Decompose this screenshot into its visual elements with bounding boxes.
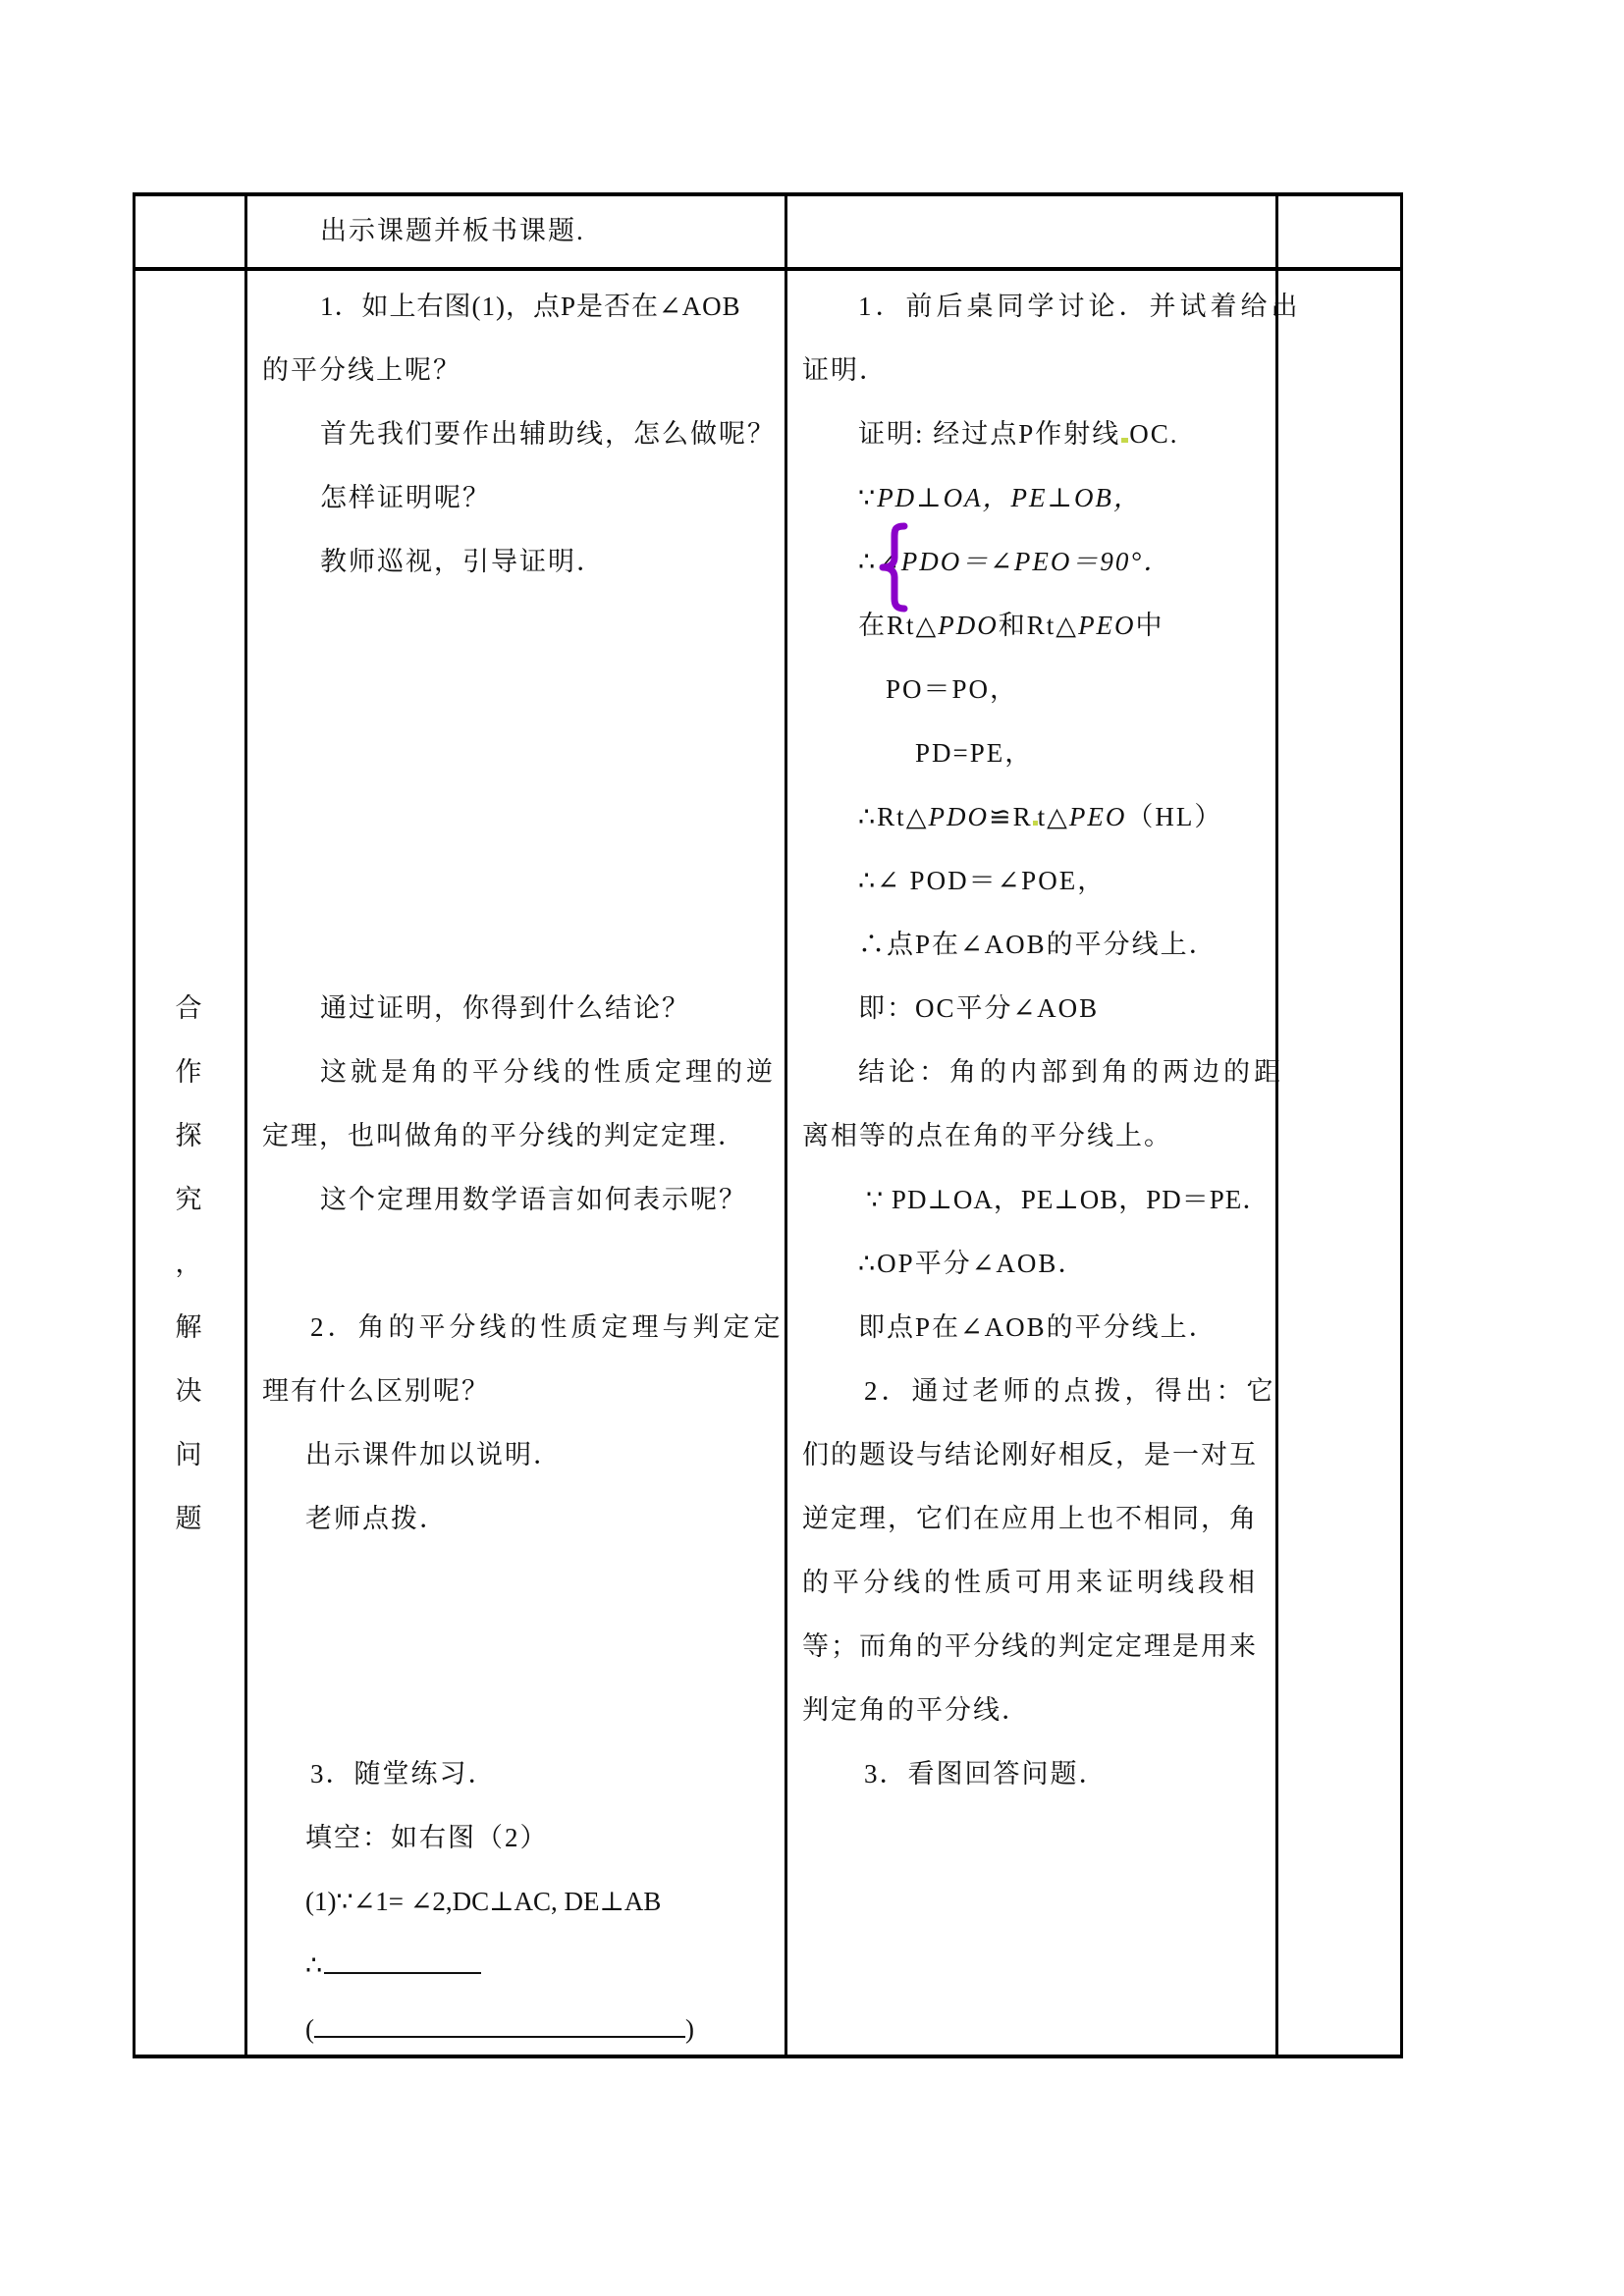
therefore-symbol: ∴ <box>858 547 878 576</box>
proof-intro: 证明: 经过点P作射线 <box>858 419 1121 449</box>
student-line: 们的题设与结论刚好相反，是一对互 <box>802 1440 1258 1469</box>
student-line: 离相等的点在角的平分线上。 <box>802 1121 1172 1150</box>
teacher-line: (1)∵∠1= ∠2,DC⊥AC, DE⊥AB <box>305 1887 662 1916</box>
teacher-line: 出示课件加以说明． <box>305 1440 562 1469</box>
triangle-peo: PEO <box>1078 611 1136 640</box>
teacher-line: 3．随堂练习． <box>310 1759 497 1789</box>
student-line <box>858 417 1179 451</box>
student-line: PO＝PO， <box>886 674 1019 704</box>
student-line: 3．看图回答问题． <box>864 1759 1108 1789</box>
student-line: ∵ PD⊥OA，PE⊥OB，PD＝PE． <box>866 1185 1271 1214</box>
student-line: 的平分线的性质可用来证明线段相 <box>802 1568 1259 1597</box>
teacher-line: 填空：如右图（2） <box>305 1823 549 1852</box>
teacher-line: 的平分线上呢？ <box>262 355 461 385</box>
student-line: ∴OP平分∠AOB． <box>858 1249 1087 1278</box>
student-line: ∴点P在∠AOB的平分线上． <box>858 930 1218 959</box>
triangle-pdo: PDO <box>938 611 999 640</box>
teacher-line: 怎样证明呢？ <box>320 483 491 512</box>
column-divider-1 <box>244 192 247 2058</box>
close-paren: ) <box>685 2014 694 2044</box>
student-line: PD=PE， <box>915 738 1034 768</box>
curly-brace-annotation <box>877 522 910 613</box>
table-top-border <box>133 192 1403 196</box>
student-line <box>858 481 1142 514</box>
teacher-line: 首先我们要作出辅助线，怎么做呢？ <box>320 419 776 449</box>
angle-statement: ∠PDO＝∠PEO＝90°． <box>877 547 1172 576</box>
exercise-reason-line <box>305 2012 694 2046</box>
teacher-line: 这就是角的平分线的性质定理的逆 <box>320 1057 777 1087</box>
text-segment: 和Rt△ <box>998 611 1079 640</box>
section-label-char: ， <box>175 1249 202 1278</box>
student-line: 即点P在∠AOB的平分线上． <box>858 1312 1218 1342</box>
student-line <box>858 609 1164 642</box>
open-paren: ( <box>305 2014 314 2044</box>
column-divider-2 <box>785 192 787 2058</box>
triangle-peo: PEO <box>1068 802 1127 831</box>
table-right-border <box>1400 192 1403 2058</box>
reason-blank[interactable] <box>314 2036 685 2038</box>
column-divider-3 <box>1275 192 1278 2058</box>
teacher-line: 教师巡视，引导证明． <box>320 547 605 576</box>
student-line: 结论：角的内部到角的两边的距 <box>858 1057 1284 1087</box>
student-line <box>858 800 1222 833</box>
header-teacher-activity: 出示课题并板书课题. <box>320 216 585 245</box>
student-line: 等；而角的平分线的判定定理是用来 <box>802 1631 1258 1661</box>
teacher-line: 这个定理用数学语言如何表示呢？ <box>320 1185 747 1214</box>
teacher-line: 1．如上右图(1)，点P是否在∠AOB <box>320 292 741 321</box>
section-label-char: 决 <box>175 1376 202 1406</box>
student-line: 逆定理，它们在应用上也不相同，角 <box>802 1504 1258 1533</box>
teacher-line: 理有什么区别呢？ <box>262 1376 490 1406</box>
answer-blank[interactable] <box>324 1972 481 1974</box>
exercise-answer-line <box>305 1949 481 1982</box>
student-line: 判定角的平分线． <box>802 1695 1030 1725</box>
hl-label: （HL） <box>1126 802 1223 831</box>
section-label-char: 作 <box>175 1057 202 1087</box>
section-label-char: 问 <box>175 1440 202 1469</box>
section-label-char: 究 <box>175 1185 202 1214</box>
student-line: 即：OC平分∠AOB <box>858 993 1100 1023</box>
section-label-char: 解 <box>175 1312 202 1342</box>
text-segment: t△ <box>1037 802 1069 831</box>
edit-marker <box>1121 438 1128 443</box>
because-symbol: ∵ <box>858 483 878 512</box>
table-bottom-border <box>133 2055 1403 2058</box>
section-label-char: 题 <box>175 1504 202 1533</box>
student-line: 2．通过老师的点拨，得出：它 <box>864 1376 1277 1406</box>
row-divider <box>133 267 1403 271</box>
section-label-char: 探 <box>175 1121 202 1150</box>
text-segment: 中 <box>1135 611 1164 640</box>
student-line: 证明． <box>802 355 888 385</box>
teacher-line: 定理，也叫做角的平分线的判定定理． <box>262 1121 746 1150</box>
student-line: 1．前后桌同学讨论．并试着给出 <box>858 292 1302 321</box>
text-segment: ∴Rt△ <box>858 802 929 831</box>
table-left-border <box>133 192 135 2058</box>
teacher-line: 老师点拨． <box>305 1504 448 1533</box>
perpendicular-statement: PD⊥OA，PE⊥OB， <box>877 483 1142 512</box>
text-segment: ≌R <box>988 802 1033 831</box>
triangle-pdo: PDO <box>928 802 989 831</box>
text-segment: 在Rt△ <box>858 611 939 640</box>
teacher-line: 通过证明，你得到什么结论？ <box>320 993 690 1023</box>
therefore-symbol: ∴ <box>305 1950 325 1980</box>
section-label-char: 合 <box>175 993 202 1023</box>
student-line: ∴∠ POD＝∠POE， <box>858 866 1107 895</box>
teacher-line: 2．角的平分线的性质定理与判定定 <box>310 1312 785 1342</box>
ray-oc: OC. <box>1129 419 1179 449</box>
